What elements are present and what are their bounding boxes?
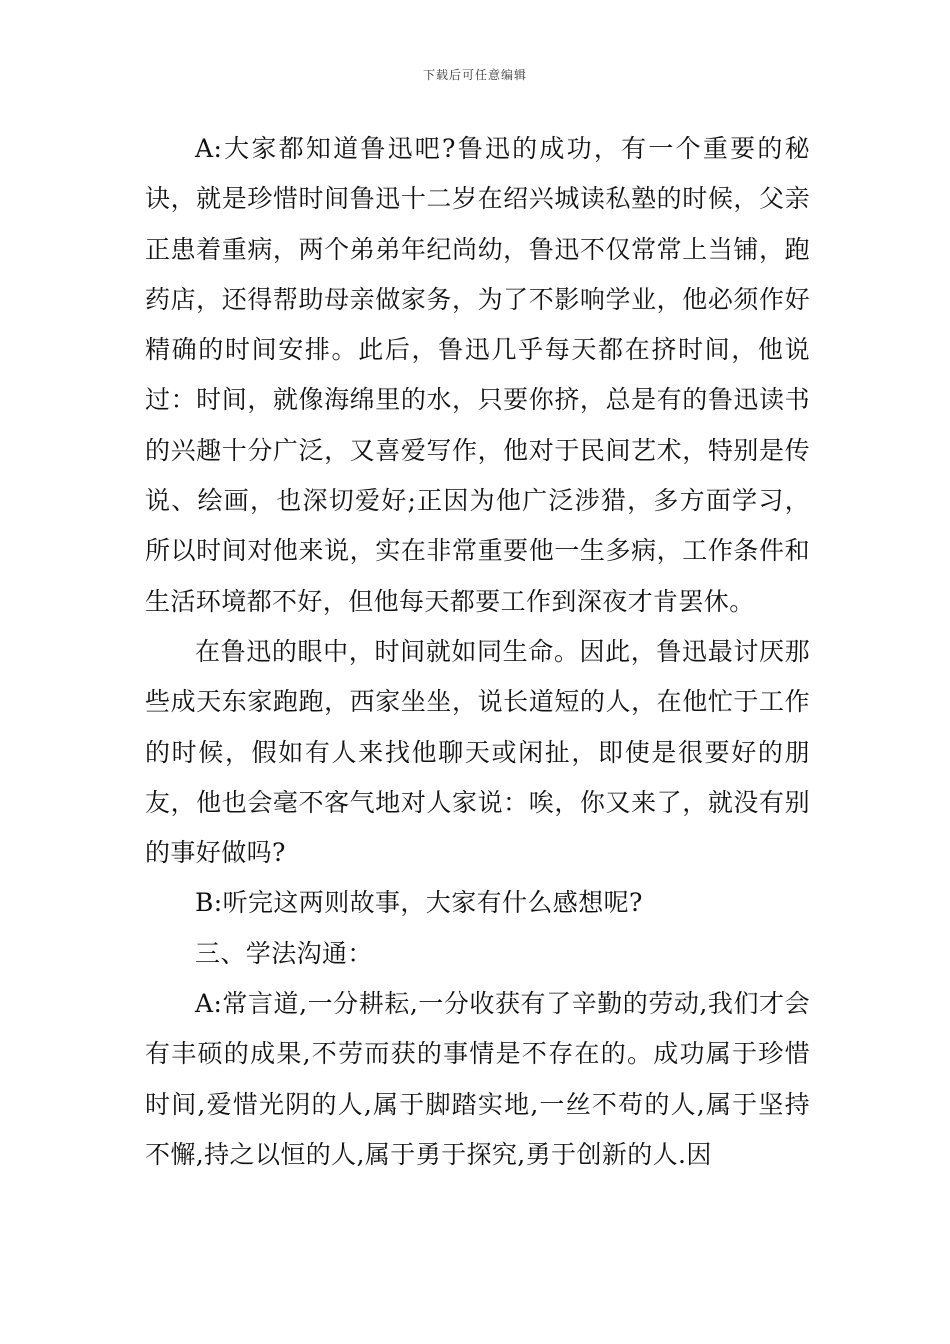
paragraph-luxun-story: A:大家都知道鲁迅吧?鲁迅的成功，有一个重要的秘诀，就是珍惜时间鲁迅十二岁在绍兴城读私塾的时候，父亲正患着重病，两个弟弟年纪尚幼，鲁迅不仅常常上当铺，跑药店，还得帮助母亲做家务，为了不影响学业，他必须作好精确的时间安排。此后，鲁迅几乎每天都在挤时间，他说过：时间，就像海绵里的水，只要你挤，总是有的鲁迅读书的兴趣十分广泛，又喜爱写作，他对于民间艺术，特别是传说、绘画，也深切爱好;正因为他广泛涉猎，多方面学习，所以时间对他来说，实在非常重要他一生多病，工作条件和生活环境都不好，但他每天都要工作到深夜才肯罢休。 [145, 134, 810, 616]
paragraph-time-is-life: 在鲁迅的眼中，时间就如同生命。因此，鲁迅最讨厌那些成天东家跑跑，西家坐坐，说长道短的人，在他忙于工作的时候，假如有人来找他聊天或闲扯，即使是很要好的朋友，他也会毫不客气地对人家说：唉，你又来了，就没有别的事好做吗? [145, 636, 810, 868]
header-note: 下载后可任意编辑 [422, 68, 527, 82]
section-heading-study-methods: 三、学法沟通： [195, 938, 373, 968]
document-body [145, 124, 810, 1180]
paragraph-question: B:听完这两则故事，大家有什么感想呢? [195, 888, 643, 918]
paragraph-hard-work: A:常言道,一分耕耘,一分收获有了辛勤的劳动,我们才会有丰硕的成果,不劳而获的事情是不存在的。成功属于珍惜时间,爱惜光阴的人,属于脚踏实地,一丝不苟的人,属于坚持不懈,持之以恒的人,属于勇于探究,勇于创新的人.因 [145, 989, 810, 1169]
